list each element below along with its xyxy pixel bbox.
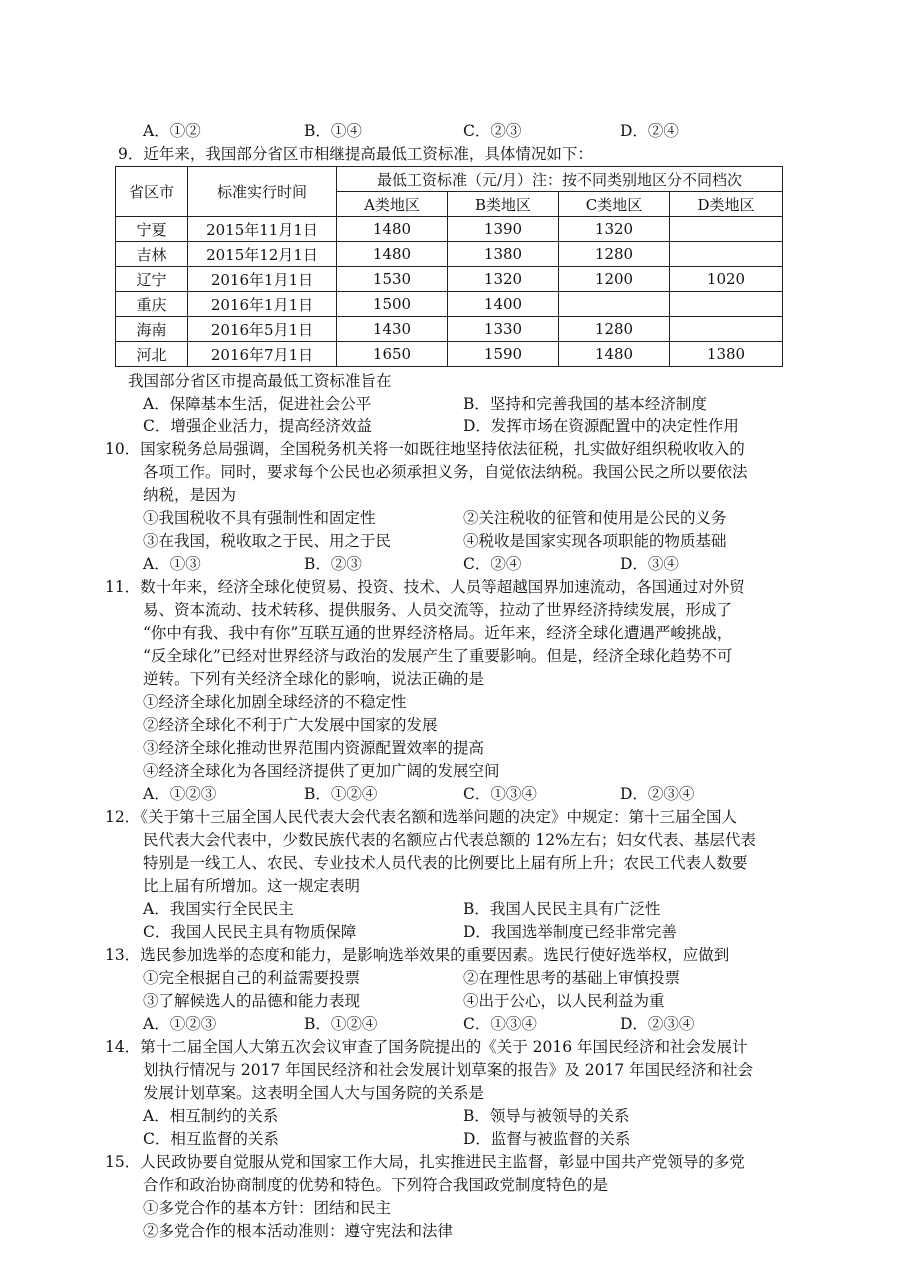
q8-option-a: A．①②	[143, 122, 201, 140]
header-class-a: A类地区	[337, 192, 448, 217]
q11-item-1: ①经济全球化加剧全球经济的不稳定性	[143, 693, 407, 711]
cell-class-a: 1530	[337, 267, 448, 292]
q11-option-d: D．②③④	[620, 785, 695, 803]
q11-line-1: 11．数十年来，经济全球化使贸易、投资、技术、人员等超越国界加速流动，各国通过对外贸	[105, 578, 745, 596]
q8-option-b: B．①④	[304, 122, 362, 140]
cell-class-d: 1380	[670, 342, 783, 367]
cell-date: 2016年1月1日	[188, 292, 337, 317]
cell-class-d	[670, 317, 783, 342]
table-row	[116, 342, 783, 367]
q13-option-a: A．①②③	[143, 1015, 217, 1033]
cell-province: 重庆	[116, 292, 188, 317]
cell-date: 2015年12月1日	[188, 242, 337, 267]
cell-class-c: 1280	[559, 242, 670, 267]
cell-class-d	[670, 242, 783, 267]
q10-item-4: ④税收是国家实现各项职能的物质基础	[463, 532, 727, 550]
q10-option-a: A．①③	[143, 555, 201, 573]
q14-line-3: 发展计划草案。这表明全国人大与国务院的关系是	[143, 1084, 485, 1102]
q8-option-d: D．②④	[620, 122, 679, 140]
q11-item-2: ②经济全球化不利于广大发展中国家的发展	[143, 716, 438, 734]
q12-option-c: C．我国人民民主具有物质保障	[143, 923, 357, 941]
table-row	[116, 292, 783, 317]
cell-date: 2016年1月1日	[188, 267, 337, 292]
header-class-d: D类地区	[670, 192, 783, 217]
q12-option-b: B．我国人民民主具有广泛性	[463, 900, 661, 918]
q13-option-d: D．②③④	[620, 1015, 695, 1033]
cell-class-c: 1280	[559, 317, 670, 342]
cell-class-a: 1480	[337, 217, 448, 242]
q14-option-b: B．领导与被领导的关系	[463, 1107, 630, 1125]
cell-class-d	[670, 217, 783, 242]
cell-class-b: 1400	[448, 292, 559, 317]
cell-province: 吉林	[116, 242, 188, 267]
q9-option-a: A．保障基本生活，促进社会公平	[143, 395, 372, 413]
cell-province: 辽宁	[116, 267, 188, 292]
q10-line-1: 10．国家税务总局强调，全国税务机关将一如既往地坚持依法征税，扎实做好组织税收收入的	[105, 440, 745, 458]
table-row	[116, 317, 783, 342]
q15-item-2: ②多党合作的根本活动准则：遵守宪法和法律	[143, 1222, 454, 1240]
q12-line-2: 民代表大会代表中，少数民族代表的名额应占代表总额的 12%左右；妇女代表、基层代表	[143, 831, 756, 849]
q9-option-d: D．发挥市场在资源配置中的决定性作用	[463, 417, 739, 435]
q12-option-a: A．我国实行全民民主	[143, 900, 294, 918]
table-row	[116, 242, 783, 267]
cell-class-d: 1020	[670, 267, 783, 292]
cell-class-a: 1500	[337, 292, 448, 317]
q11-line-3: “你中有我、我中有你”互联互通的世界经济格局。近年来，经济全球化遭遇严峻挑战，	[143, 624, 733, 642]
cell-class-a: 1430	[337, 317, 448, 342]
wage-table	[115, 166, 783, 367]
q15-line-2: 合作和政治协商制度的优势和特色。下列符合我国政党制度特色的是	[143, 1176, 609, 1194]
cell-date: 2016年7月1日	[188, 342, 337, 367]
cell-class-d	[670, 292, 783, 317]
q10-item-2: ②关注税收的征管和使用是公民的义务	[463, 509, 727, 527]
cell-class-c: 1200	[559, 267, 670, 292]
q12-line-3: 特别是一线工人、农民、专业技术人员代表的比例要比上届有所上升；农民工代表人数要	[143, 854, 748, 872]
q13-item-3: ③了解候选人的品德和能力表现	[143, 992, 361, 1010]
q10-option-c: C．②④	[463, 555, 522, 573]
q10-item-3: ③在我国，税收取之于民、用之于民	[143, 532, 392, 550]
q14-line-2: 划执行情况与 2017 年国民经济和社会发展计划草案的报告》及 2017 年国民经济和社会	[143, 1061, 754, 1079]
cell-class-a: 1650	[337, 342, 448, 367]
q15-line-1: 15．人民政协要自觉服从党和国家工作大局，扎实推进民主监督，彰显中国共产党领导的多党	[105, 1153, 745, 1171]
q13-item-2: ②在理性思考的基础上审慎投票	[463, 969, 681, 987]
q14-option-d: D．监督与被监督的关系	[463, 1130, 631, 1148]
cell-class-b: 1590	[448, 342, 559, 367]
q14-option-c: C．相互监督的关系	[143, 1130, 279, 1148]
q14-line-1: 14．第十二届全国人大第五次会议审查了国务院提出的《关于 2016 年国民经济和社会发展计	[105, 1038, 748, 1056]
cell-province: 海南	[116, 317, 188, 342]
q13-item-4: ④出于公心，以人民利益为重	[463, 992, 665, 1010]
q12-line-4: 比上届有所增加。这一规定表明	[143, 877, 361, 895]
q10-option-b: B．②③	[304, 555, 362, 573]
cell-class-c: 1320	[559, 217, 670, 242]
header-class-c: C类地区	[559, 192, 670, 217]
cell-class-c: 1480	[559, 342, 670, 367]
q9-stem: 9．近年来，我国部分省区市相继提高最低工资标准，具体情况如下：	[118, 145, 593, 163]
q8-option-c: C．②③	[463, 122, 522, 140]
q9-question: 我国部分省区市提高最低工资标准旨在	[128, 372, 392, 390]
q11-item-4: ④经济全球化为各国经济提供了更加广阔的发展空间	[143, 762, 500, 780]
q11-option-c: C．①③④	[463, 785, 537, 803]
q14-option-a: A．相互制约的关系	[143, 1107, 279, 1125]
q13-option-b: B．①②④	[304, 1015, 378, 1033]
cell-class-b: 1380	[448, 242, 559, 267]
q10-line-2: 各项工作。同时，要求每个公民也必须承担义务，自觉依法纳税。我国公民之所以要依法	[143, 463, 748, 481]
q13-option-c: C．①③④	[463, 1015, 537, 1033]
cell-province: 宁夏	[116, 217, 188, 242]
cell-date: 2015年11月1日	[188, 217, 337, 242]
q12-line-1: 12．《关于第十三届全国人民代表大会代表名额和选举问题的决定》中规定：第十三届全国人	[105, 808, 737, 826]
q9-option-b: B．坚持和完善我国的基本经济制度	[463, 395, 707, 413]
cell-class-a: 1480	[337, 242, 448, 267]
q11-line-4: “反全球化”已经对世界经济与政治的发展产生了重要影响。但是，经济全球化趋势不可	[143, 647, 733, 665]
header-class-b: B类地区	[448, 192, 559, 217]
q11-line-2: 易、资本流动、技术转移、提供服务、人员交流等，拉动了世界经济持续发展，形成了	[143, 601, 733, 619]
cell-class-b: 1330	[448, 317, 559, 342]
cell-class-b: 1390	[448, 217, 559, 242]
q13-line-1: 13．选民参加选举的态度和能力，是影响选举效果的重要因素。选民行使好选举权，应做到	[105, 946, 730, 964]
q9-option-c: C．增强企业活力，提高经济效益	[143, 417, 372, 435]
cell-class-b: 1320	[448, 267, 559, 292]
header-province: 省区市	[116, 167, 188, 217]
q10-line-3: 纳税，是因为	[143, 486, 237, 504]
q10-item-1: ①我国税收不具有强制性和固定性	[143, 509, 376, 527]
q10-option-d: D．③④	[620, 555, 679, 573]
q13-item-1: ①完全根据自己的利益需要投票	[143, 969, 361, 987]
q11-option-b: B．①②④	[304, 785, 378, 803]
header-wage: 最低工资标准（元/月）注：按不同类别地区分不同档次	[337, 167, 783, 192]
q11-option-a: A．①②③	[143, 785, 217, 803]
table-row	[116, 217, 783, 242]
q11-item-3: ③经济全球化推动世界范围内资源配置效率的提高	[143, 739, 485, 757]
q11-line-5: 逆转。下列有关经济全球化的影响，说法正确的是	[143, 670, 485, 688]
table-row	[116, 267, 783, 292]
q12-option-d: D．我国选举制度已经非常完善	[463, 923, 677, 941]
cell-class-c	[559, 292, 670, 317]
cell-province: 河北	[116, 342, 188, 367]
cell-date: 2016年5月1日	[188, 317, 337, 342]
header-date: 标准实行时间	[188, 167, 337, 217]
q15-item-1: ①多党合作的基本方针：团结和民主	[143, 1199, 392, 1217]
